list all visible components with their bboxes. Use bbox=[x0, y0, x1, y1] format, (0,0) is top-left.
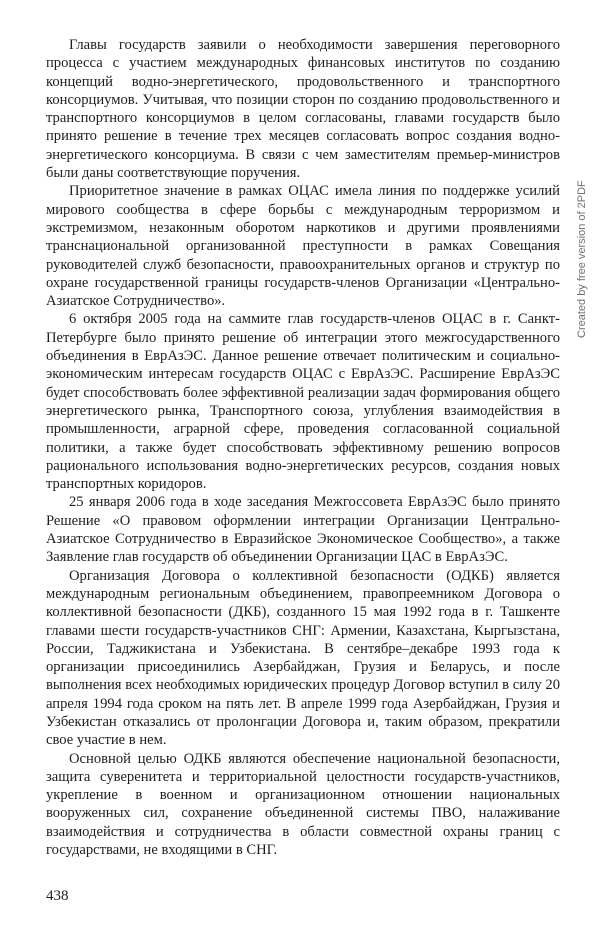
paragraph: Приоритетное значение в рамках ОЦАС имела линия по поддержке усилий мирового сообщества в сфере борьбы с международным терроризмом и экстремизмом, незаконным оборотом наркотиков и другими проявлениями транснациональной организованной преступности в рамках Совещания руководителей служб безопасности, правоохранительных органов и структур по охране государственной границы государств-членов Организации «Центрально-Азиатское Сотрудничество». bbox=[46, 183, 560, 310]
watermark: Created by free version of 2PDF bbox=[576, 180, 588, 338]
page-number: 438 bbox=[46, 888, 69, 904]
paragraph: Главы государств заявили о необходимости завершения переговорного процесса с участием международных финансовых институтов по созданию концепций водно-энергетического, продовольственного и транспортного консорциумов. Учитывая, что позиции сторон по созданию продовольственного и транспортного консорциумов в целом согласованы, главами государств было принято решение в течение трех месяцев согласовать вопрос создания водно-энергетического консорциума. В связи с чем заместителям премьер-министров были даны соответствующие поручения. bbox=[46, 37, 560, 182]
paragraph: 6 октября 2005 года на саммите глав государств-членов ОЦАС в г. Санкт-Петербурге было принято решение об интеграции этого межгосударственного объединения в ЕврАзЭС. Данное решение отвечает политическим и социально-экономическим интересам государств ОЦАС с ЕврАзЭС. Расширение ЕврАзЭС будет способствовать более эффективной реализации задач формирования общего энергетического рынка, Транспортного союза, углубления взаимодействия в промышленности, аграрной сфере, проведения согласованной социальной политики, а также будет способствовать эффективному решению вопросов рационального использования водно-энергетических ресурсов, создания новых транспортных коридоров. bbox=[46, 311, 560, 493]
document-body bbox=[46, 36, 560, 859]
paragraph: Организация Договора о коллективной безопасности (ОДКБ) является международным региональным объединением, правопреемником Договора о коллективной безопасности (ДКБ), созданного 15 мая 1992 года в г. Ташкенте главами шести государств-участников СНГ: Армении, Казахстана, Кыргызстана, России, Таджикистана и Узбекистана. В сентябре–декабре 1993 года к организации присоединились Азербайджан, Грузия и Беларусь, и после выполнения всех необходимых юридических процедур Договор вступил в силу 20 апреля 1994 года сроком на пять лет. В апреле 1999 года Азербайджан, Грузия и Узбекистан отказались от пролонгации Договора и, таким образом, прекратили свое участие в нем. bbox=[46, 567, 560, 749]
paragraph: Основной целью ОДКБ являются обеспечение национальной безопасности, защита суверенитета и территориальной целостности государств-участников, укрепление в военном и организационном отношении национальных вооруженных сил, сохранение объединенной системы ПВО, налаживание взаимодействия и сотрудничества в области совместной охраны границ с государствами, не входящими в СНГ. bbox=[46, 750, 560, 859]
paragraph: 25 января 2006 года в ходе заседания Межгоссовета ЕврАзЭС было принято Решение «О правовом оформлении интеграции Организации Центрально-Азиатское Сотрудничество в Евразийское Экономическое Сообщество», а также Заявление глав государств об объединении Организации ЦАС в ЕврАзЭС. bbox=[46, 494, 560, 566]
